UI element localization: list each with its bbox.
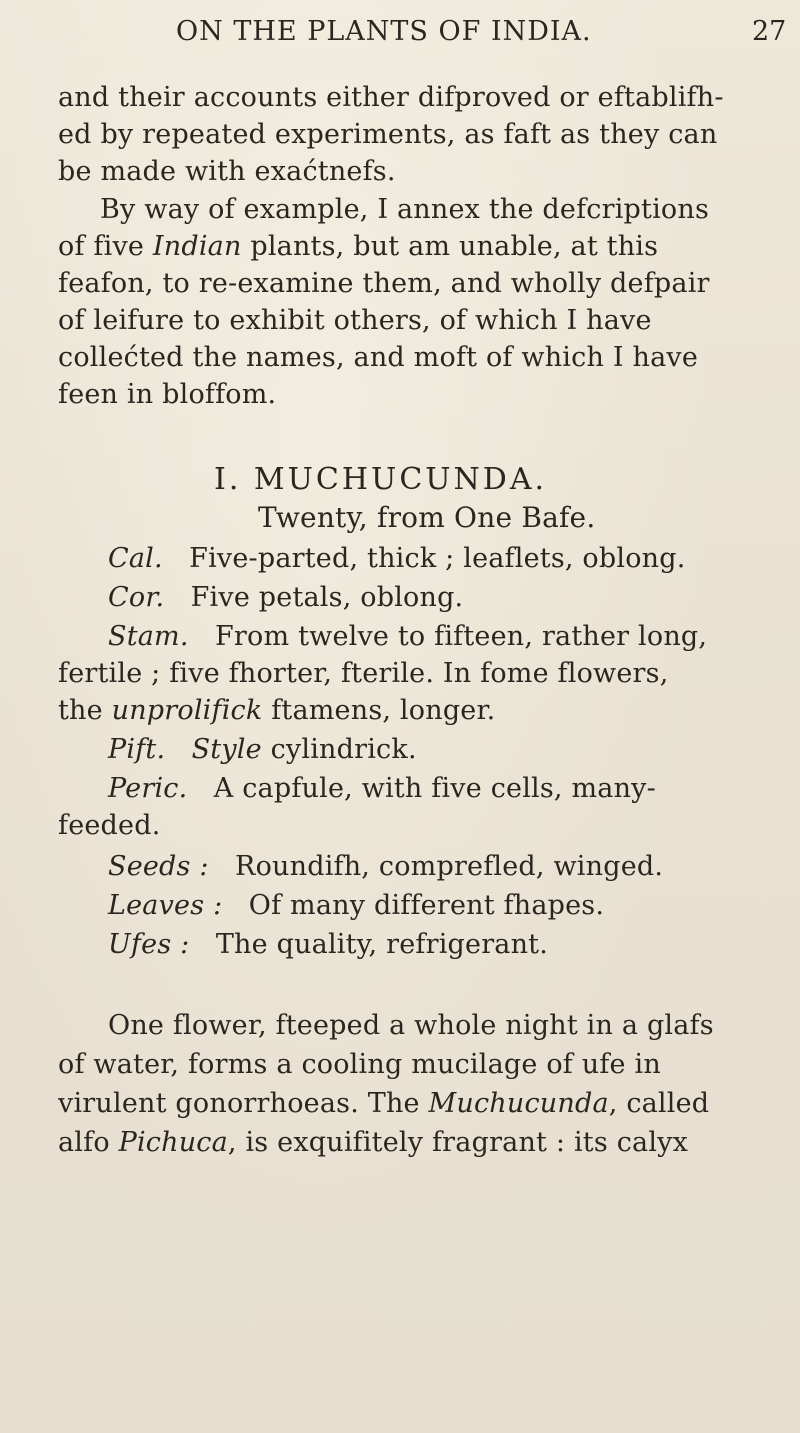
cor-text: Five petals, oblong. (190, 582, 464, 613)
leaves-entry (108, 888, 604, 924)
intro-line-3: be made with exaćtnefs. (58, 156, 396, 187)
closing-line-4-name: Pichuca (118, 1127, 228, 1158)
ufes-label: Ufes : (108, 929, 190, 960)
stam-line-3 (58, 693, 495, 729)
ufes-text: The quality, refrigerant. (215, 929, 549, 960)
cor-label: Cor. (108, 582, 165, 613)
closing-line-4-b: , is exquifitely fragrant : its calyx (227, 1127, 689, 1158)
closing-line-2: of water, forms a cooling mucilage of ufe in (58, 1049, 661, 1080)
closing-line-3-a: virulent gonorrhoeas. The (58, 1088, 429, 1119)
closing-line-1: One flower, fteeped a whole night in a glafs (108, 1010, 714, 1041)
plant-heading: I. MUCHUCUNDA. (214, 462, 548, 497)
intro-line-1: and their accounts either difproved or eftablifh- (58, 82, 724, 113)
intro-line-6: feafon, to re-examine them, and wholly defpair (58, 268, 710, 299)
intro-line-8: collećted the names, and moft of which I have (58, 342, 698, 373)
running-head (0, 16, 800, 56)
peric-line-2: feeded. (58, 810, 161, 841)
stam-entry (108, 619, 707, 655)
stam-text: From twelve to fifteen, rather long, (215, 621, 708, 652)
intro-line-2: ed by repeated experiments, as faft as they can (58, 119, 718, 150)
pist-label: Pift. (108, 734, 166, 765)
closing-line-3-name: Muchucunda (428, 1088, 609, 1119)
pist-text: cylindrick. (261, 734, 417, 765)
pist-style: Style (191, 734, 262, 765)
stam-line-3-a: the (58, 695, 112, 726)
running-head-title: ON THE PLANTS OF INDIA. (176, 16, 592, 47)
intro-line-9: feen in bloffom. (58, 379, 277, 410)
intro-line-7: of leifure to exhibit others, of which I have (58, 305, 652, 336)
intro-line-5 (58, 229, 658, 265)
stam-line-3-c: ftamens, longer. (262, 695, 496, 726)
peric-entry (108, 771, 656, 807)
leaves-label: Leaves : (108, 890, 223, 921)
ufes-entry (108, 927, 548, 963)
cal-entry (108, 541, 686, 577)
intro-line-5-text: of five Indian plants, but am unable, at this (58, 231, 659, 262)
closing-line-3 (58, 1086, 709, 1122)
stam-label: Stam. (108, 621, 189, 652)
closing-line-4-a: alfo (58, 1127, 119, 1158)
page-number: 27 (752, 16, 787, 47)
cal-label: Cal. (108, 543, 163, 574)
closing-line-4 (58, 1125, 688, 1161)
cal-text: Five-parted, thick ; leaflets, oblong. (189, 543, 686, 574)
pist-entry (108, 732, 417, 768)
stam-line-2: fertile ; five fhorter, fterile. In fome flowers, (58, 658, 669, 689)
closing-line-3-end: , called (608, 1088, 710, 1119)
seeds-entry (108, 849, 663, 885)
peric-text: A capfule, with five cells, many- (213, 773, 656, 804)
stam-line-3-b: unprolifick (111, 695, 263, 726)
intro-line-4: By way of example, I annex the defcriptions (100, 194, 710, 225)
seeds-text: Roundifh, comprefled, winged. (235, 851, 664, 882)
peric-label: Peric. (108, 773, 188, 804)
cor-entry (108, 580, 463, 616)
plant-subheading: Twenty, from One Bafe. (258, 501, 596, 534)
leaves-text: Of many different fhapes. (248, 890, 605, 921)
seeds-label: Seeds : (108, 851, 209, 882)
